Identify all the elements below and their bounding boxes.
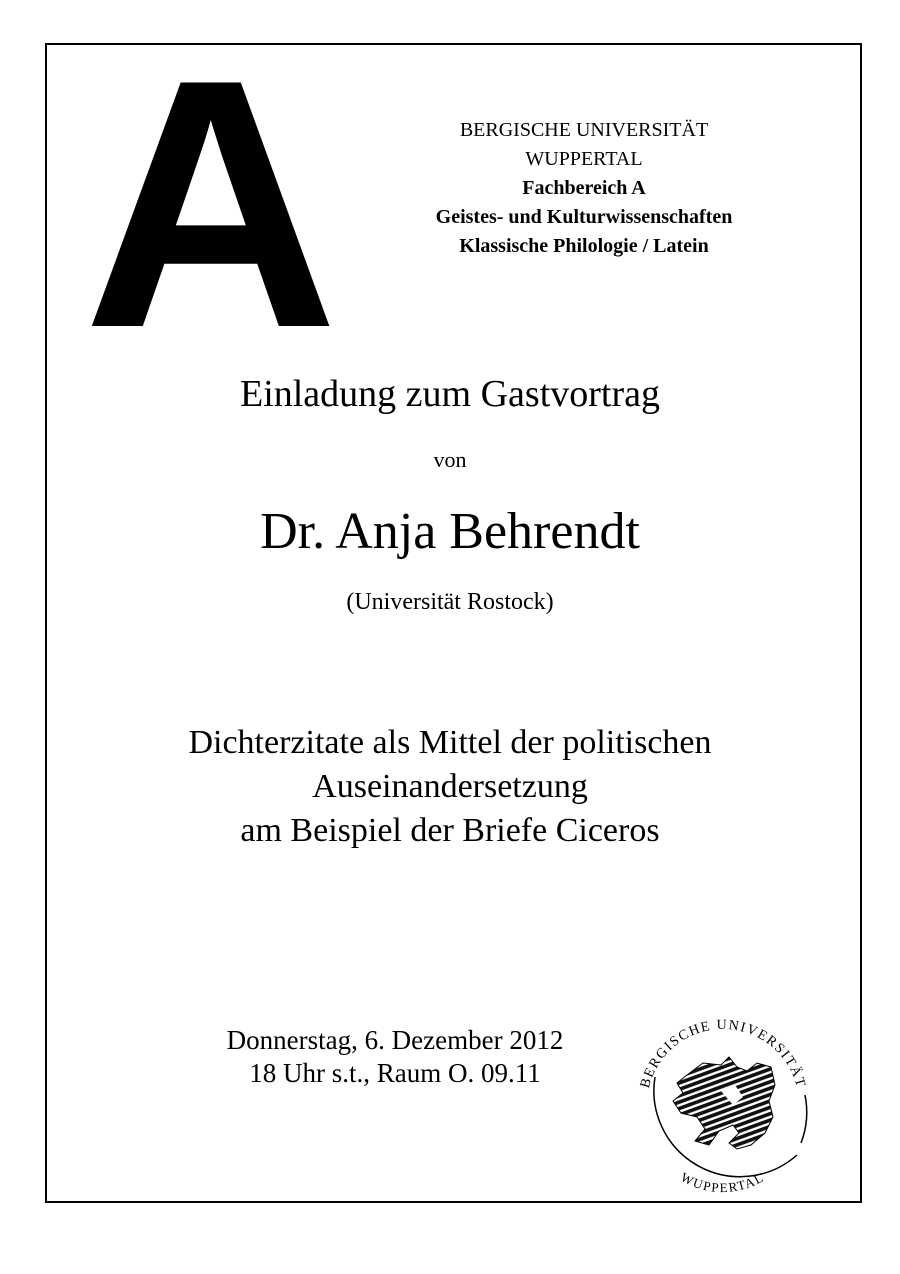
event-date: Donnerstag, 6. Dezember 2012 [226, 1025, 564, 1055]
speaker-affiliation: (Universität Rostock) [346, 589, 554, 615]
talk-title-line3: am Beispiel der Briefe Ciceros [240, 812, 660, 849]
department-letter: A [83, 7, 339, 402]
department-line3: Klassische Philologie / Latein [459, 235, 709, 257]
event-time-room: 18 Uhr s.t., Raum O. 09.11 [249, 1058, 541, 1088]
invitation-heading: Einladung zum Gastvortrag [239, 373, 660, 415]
department-line2: Geistes- und Kulturwissenschaften [435, 206, 733, 228]
event-details [180, 1024, 610, 1090]
university-name-line1: BERGISCHE UNIVERSITÄT [459, 119, 709, 141]
seal-bottom-text: WUPPERTAL [678, 1169, 767, 1196]
talk-title-line2: Auseinandersetzung [312, 768, 588, 805]
department-line1: Fachbereich A [522, 177, 646, 199]
lion-seal-icon [625, 1005, 820, 1200]
university-name-line2: WUPPERTAL [525, 148, 643, 170]
speaker-name: Dr. Anja Behrendt [260, 503, 640, 560]
talk-title-line1: Dichterzitate als Mittel der politischen [188, 724, 712, 761]
university-header [380, 116, 788, 261]
talk-title [0, 721, 900, 853]
by-label: von [433, 447, 467, 472]
svg-text:WUPPERTAL [678, 1169, 766, 1195]
seal-top-text: BERGISCHE UNIVERSITÄT [638, 1017, 808, 1090]
